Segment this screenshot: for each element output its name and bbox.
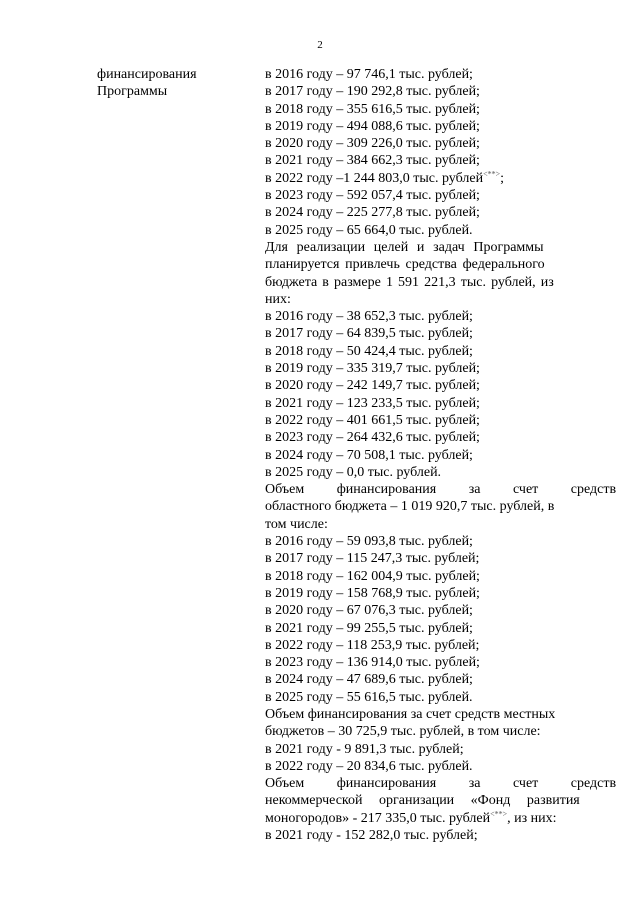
total-year-line: в 2023 году – 592 057,4 тыс. рублей; xyxy=(265,188,480,204)
regional-year-line: в 2019 году – 158 768,9 тыс. рублей; xyxy=(265,585,480,601)
regional-year-line: в 2018 году – 162 004,9 тыс. рублей; xyxy=(265,568,480,584)
federal-para-line: бюджета в размере 1 591 221,3 тыс. рублей, из xyxy=(265,274,554,290)
regional-year-line: в 2016 году – 59 093,8 тыс. рублей; xyxy=(265,534,473,550)
regional-year-line: в 2022 году – 118 253,9 тыс. рублей; xyxy=(265,637,480,653)
federal-para-line: Для реализации целей и задач Программы xyxy=(265,239,544,255)
federal-year-line: в 2020 году – 242 149,7 тыс. рублей; xyxy=(265,378,480,394)
federal-year-line: в 2022 году – 401 661,5 тыс. рублей; xyxy=(265,412,480,428)
regional-year-line: в 2024 году – 47 689,6 тыс. рублей; xyxy=(265,672,473,688)
federal-year-line: в 2018 году – 50 424,4 тыс. рублей; xyxy=(265,343,473,359)
total-year-line: в 2016 году – 97 746,1 тыс. рублей; xyxy=(265,67,473,82)
federal-year-line: в 2024 году – 70 508,1 тыс. рублей; xyxy=(265,447,473,463)
regional-para-line: областного бюджета – 1 019 920,7 тыс. рублей, в xyxy=(265,499,555,515)
regional-para-line: Объем финансирования за счет средств xyxy=(265,482,617,498)
regional-para-line: том числе: xyxy=(265,516,328,532)
federal-year-line: в 2017 году – 64 839,5 тыс. рублей; xyxy=(265,326,473,342)
regional-year-line: в 2023 году – 136 914,0 тыс. рублей; xyxy=(265,655,480,671)
federal-year-line: в 2025 году – 0,0 тыс. рублей. xyxy=(265,464,442,480)
federal-year-line: в 2016 году – 38 652,3 тыс. рублей; xyxy=(265,309,473,325)
page-number: 2 xyxy=(317,39,323,51)
regional-year-line: в 2021 году – 99 255,5 тыс. рублей; xyxy=(265,620,473,636)
right-column-content xyxy=(265,66,617,844)
regional-year-line: в 2017 году – 115 247,3 тыс. рублей; xyxy=(265,551,480,567)
fund-last-text: моногородов» - 217 335,0 тыс. рублей xyxy=(265,810,491,826)
federal-year-line: в 2023 году – 264 432,6 тыс. рублей; xyxy=(265,430,480,446)
total-year-line: в 2025 году – 65 664,0 тыс. рублей. xyxy=(265,222,473,238)
total-year-line: в 2018 году – 355 616,5 тыс. рублей; xyxy=(265,101,480,117)
local-year-line: в 2021 году - 9 891,3 тыс. рублей; xyxy=(265,741,464,757)
total-year-line: в 2020 году – 309 226,0 тыс. рублей; xyxy=(265,136,480,152)
regional-year-line: в 2025 году – 55 616,5 тыс. рублей. xyxy=(265,689,473,705)
total-year-line-2022 xyxy=(265,170,585,187)
total-2022-end: ; xyxy=(500,170,504,186)
fund-para-line: некоммерческой организации «Фонд развития xyxy=(265,793,580,809)
federal-para-line: них: xyxy=(265,291,291,307)
local-para-line: бюджетов – 30 725,9 тыс. рублей, в том числе: xyxy=(265,724,541,740)
footnote-mark: <**> xyxy=(490,809,508,819)
fund-para-last-line xyxy=(265,810,585,827)
fund-para-line: Объем финансирования за счет средств xyxy=(265,776,617,792)
left-label-line: финансирования xyxy=(97,67,197,82)
total-year-line: в 2017 году – 190 292,8 тыс. рублей; xyxy=(265,84,480,100)
total-year-line: в 2024 году – 225 277,8 тыс. рублей; xyxy=(265,205,480,221)
total-year-line: в 2019 году – 494 088,6 тыс. рублей; xyxy=(265,118,480,134)
left-column-label xyxy=(97,66,257,101)
federal-year-line: в 2019 году – 335 319,7 тыс. рублей; xyxy=(265,361,480,377)
regional-year-line: в 2020 году – 67 076,3 тыс. рублей; xyxy=(265,603,473,619)
total-2022-text: в 2022 году –1 244 803,0 тыс. рублей xyxy=(265,170,484,186)
local-year-line: в 2022 году – 20 834,6 тыс. рублей. xyxy=(265,758,473,774)
footnote-mark: <**> xyxy=(483,169,501,179)
fund-year-line: в 2021 году - 152 282,0 тыс. рублей; xyxy=(265,828,478,844)
local-para-line: Объем финансирования за счет средств местных xyxy=(265,706,556,722)
fund-last-end: , из них: xyxy=(507,810,557,826)
federal-year-line: в 2021 году – 123 233,5 тыс. рублей; xyxy=(265,395,480,411)
total-year-line: в 2021 году – 384 662,3 тыс. рублей; xyxy=(265,153,480,169)
left-label-line: Программы xyxy=(97,84,168,100)
federal-para-line: планируется привлечь средства федерального xyxy=(265,257,545,273)
